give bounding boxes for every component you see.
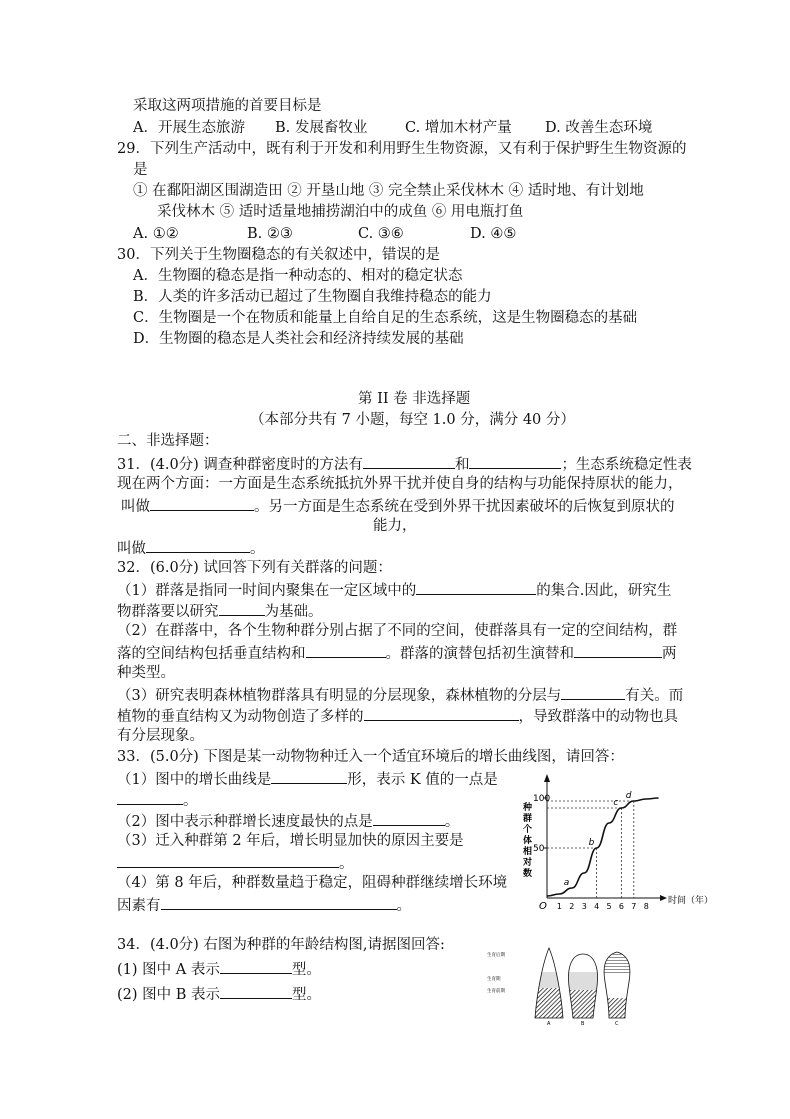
q32-line7: （3）研究表明森林植物群落具有明显的分层现象，森林植物的分层与 有关。而 [117,685,683,705]
q31-line3: 叫做 。另一方面是生态系统在受到外界干扰因素破坏的后恢复到原状的 [121,496,675,516]
x-tick-label-4: 4 [594,902,600,911]
q32-blank-1[interactable] [416,580,536,595]
q32-line3: 物群落要以研究 为基础。 [117,601,323,621]
pyramid-a [527,942,567,1022]
q33-line7: （4）第 8 年后，种群数量趋于稳定，阻碍种群继续增长环境 [117,875,508,891]
q33-line3: 。 [117,790,198,810]
age-structure-chart [487,942,647,1026]
q31-blank-2[interactable] [469,454,561,469]
y-tick-label-50: 50 [533,844,545,854]
x-tick-label-3: 3 [581,902,587,911]
pyramid-c [599,942,639,1022]
q29-items-line1: ① 在鄱阳湖区围湖造田 ② 开垦山地 ③ 完全禁止采伐林木 ④ 适时地、有计划地 [133,183,644,199]
q32-line5: 落的空间结构包括垂直结构和 。群落的演替包括初生演替和 两 [117,643,677,663]
x-tick-label-6: 6 [618,902,624,911]
x-tick-label-2: 2 [569,902,575,911]
q32-line4: （2）在群落中，各个生物种群分别占据了不同的空间，使群落具有一定的空间结构，群 [117,623,678,639]
q28-option-a: A．开展生态旅游 [133,120,245,136]
q32-blank-3[interactable] [306,643,386,658]
q34-line3: (2) 图中 B 表示 型。 [117,984,321,1004]
x-tick-label-8: 8 [643,902,649,911]
y-axis-label-char: 体 [523,836,533,846]
q30-option-c: C．生物圈是一个在物质和能量上自给自足的生态系统，这是生物圈稳态的基础 [133,310,638,326]
q32-line6: 种类型。 [117,665,175,681]
q33-blank-3[interactable] [373,811,445,826]
x-tick-label-1: 1 [556,902,562,911]
x-tick-label-O: O [539,901,547,912]
legend-pre-reproductive: 生育前期 [487,989,505,994]
q32-line2: （1）群落是指同一时间内聚集在一定区域中的 的集合.因此，研究生 [117,580,671,600]
section2-heading: 二、非选择题： [117,433,219,449]
q30-option-b: B．人类的许多活动已超过了生物圈自我维持稳态的能力 [133,289,492,305]
q31-line2: 现在两个方面：一方面是生态系统抵抗外界干扰并使自身的结构与功能保持原状的能力， [117,476,683,492]
q33-blank-5[interactable] [161,895,397,910]
pyramid-b [565,942,605,1022]
point-label-a: a [563,878,570,888]
y-axis-label-char: 数 [523,869,533,879]
q33-line1: 33．(5.0分) 下图是某一动物物种迁入一个适宜环境后的增长曲线图，请回答： [117,749,624,765]
q29-option-c: C. ③⑥ [358,226,404,242]
q31-line1: 31．(4.0分) 调查种群密度时的方法有 和 ；生态系统稳定性表 [117,454,692,474]
q33-blank-2[interactable] [117,790,183,805]
q33-line8: 因素有 。 [117,895,411,915]
q31-blank-4[interactable] [146,538,250,553]
q34-blank-2[interactable] [220,984,292,999]
legend-post-reproductive: 生育后期 [487,953,505,958]
q30-option-a: A．生物圈的稳态是指一种动态的、相对的稳定状态 [133,268,463,284]
pyramid-label-a: A [547,1021,551,1027]
q28-option-d: D. 改善生态环境 [545,120,653,136]
q32-line8: 植物的垂直结构又为动物创造了多样的 ，导致群落中的动物也具 [117,706,678,726]
q28-option-c: C. 增加木材产量 [405,120,512,136]
q32-blank-6[interactable] [364,706,519,721]
q31-line4: 能力， [373,518,417,534]
q32-line9: 有分层现象。 [117,728,204,744]
q28-stem-tail: 采取这两项措施的首要目标是 [133,98,322,114]
q31-blank-1[interactable] [363,454,455,469]
q31-blank-3[interactable] [150,496,254,511]
y-axis-label-char: 对 [523,858,533,868]
q34-blank-1[interactable] [220,959,292,974]
y-axis-label-char: 个 [523,825,533,835]
q33-blank-1[interactable] [271,769,347,784]
q30-option-d: D．生物圈的稳态是人类社会和经济持续发展的基础 [133,331,464,347]
y-axis-label-char: 相 [523,847,533,857]
y-axis-label-char: 种 [523,803,533,813]
y-tick-label-100: 100 [533,794,551,804]
x-tick-label-5: 5 [606,902,612,911]
chart-x-axis-arrow [660,895,667,901]
q34-line1: 34．(4.0分) 右图为种群的年龄结构图,请据图回答: [117,937,445,953]
q32-blank-2[interactable] [219,601,265,616]
growth-curve-chart [505,770,714,915]
q32-blank-4[interactable] [574,643,662,658]
q28-option-b: B. 发展畜牧业 [275,120,368,136]
q29-option-a: A. ①② [133,226,179,242]
q29-stem-cont: 是 [133,162,148,178]
chart-y-axis-label [522,801,532,879]
pyramid-label-c: C [615,1021,619,1027]
q32-blank-5[interactable] [561,685,625,700]
section2-subtitle: （本部分共有 7 小题，每空 1.0 分，满分 40 分） [250,412,575,428]
q31-line5: 叫做 。 [117,538,265,558]
q33-line6: 。 [117,853,354,873]
q30-stem: 30．下列关于生物圈稳态的有关叙述中，错误的是 [117,247,440,263]
section2-title: 第 II 卷 非选择题 [358,391,471,407]
point-label-c: c [613,798,619,808]
q33-line2: （1）图中的增长曲线是 形，表示 K 值的一点是 [117,769,498,789]
q34-line2: (1) 图中 A 表示 型。 [117,959,321,979]
q29-option-d: D. ④⑤ [470,226,517,242]
pyramid-label-b: B [581,1021,585,1027]
q33-line4: （2）图中表示种群增长速度最快的点是 。 [117,811,459,831]
q32-line1: 32．(6.0分) 试回答下列有关群落的问题： [117,560,392,576]
point-label-d: d [625,791,632,801]
q29-items-line2: 采伐林木 ⑤ 适时适量地捕捞湖泊中的成鱼 ⑥ 用电瓶打鱼 [157,204,524,220]
legend-reproductive: 生育期 [487,977,501,982]
q33-blank-4[interactable] [117,853,339,868]
q29-stem: 29．下列生产活动中，既有利于开发和利用野生生物资源，又有利于保护野生生物资源的 [117,141,687,157]
chart-y-axis-arrow [544,774,550,782]
y-axis-label-char: 群 [523,814,533,824]
q29-option-b: B. ②③ [247,226,293,242]
q33-line5: （3）迁入种群第 2 年后，增长明显加快的原因主要是 [117,833,464,849]
point-label-b: b [588,838,595,848]
x-tick-label-7: 7 [631,902,637,911]
chart-x-axis-label: 时间（年） [668,896,714,906]
